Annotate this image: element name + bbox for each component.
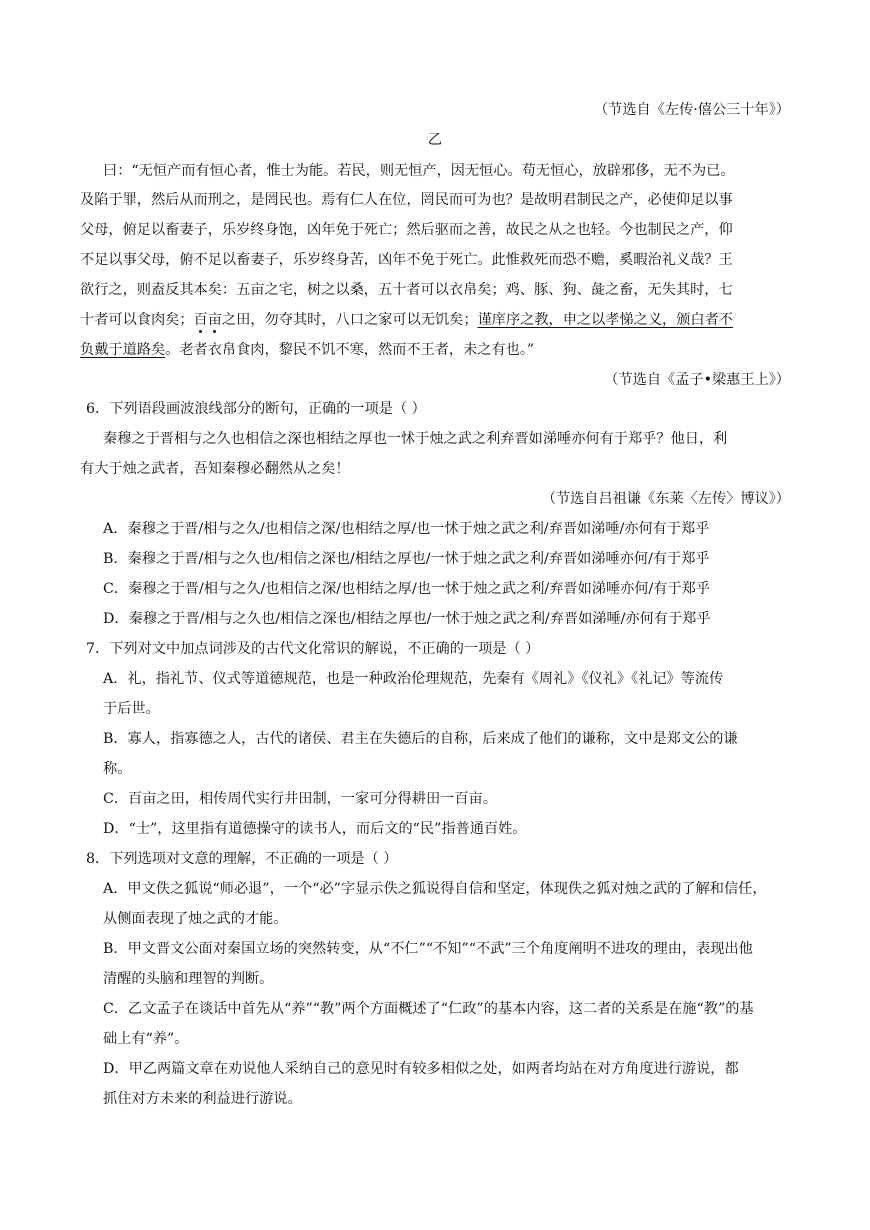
q6-source: （节选自吕祖谦《东莱〈左传〉博议》） xyxy=(541,491,790,507)
q7-option-a-cont: 于后世。 xyxy=(103,701,160,717)
q6-option-b[interactable]: B．秦穆之于晋/相与之久也/相信之深也/相结之厚也/一怵于烛之武之利/弃晋如涕唾亦何/有于郑乎 xyxy=(103,551,710,567)
passage-yi-line xyxy=(80,340,790,360)
passage-yi-segment: 十者可以食肉矣； xyxy=(80,312,194,328)
passage-yi-title: 乙 xyxy=(427,132,443,148)
q8-option-a[interactable]: A．甲文佚之狐说“师必退”，一个“必”字显示佚之狐说得自信和坚定，体现佚之狐对烛之武的了解和信任， xyxy=(103,881,767,897)
q8-stem: 8．下列选项对文意的理解，不正确的一项是（ ） xyxy=(86,851,398,867)
q6-option-d[interactable]: D．秦穆之于晋/相与之久也/相信之深也/相结之厚也/一怵于烛之武之利/弃晋如涕唾/亦何有于郑乎 xyxy=(103,611,711,627)
passage-jia-source: （节选自《左传·僖公三十年》） xyxy=(593,102,790,118)
passage-yi-line: 不足以事父母，俯不足以畜妻子，乐岁终身苦，凶年不免于死亡。此惟救死而恐不赡，奚暇治礼义哉？王 xyxy=(80,252,733,268)
q6-passage-line: 秦穆之于晋相与之久也相信之深也相结之厚也一怵于烛之武之利弃晋如涕唾亦何有于郑乎？他日，利 xyxy=(103,431,728,447)
q8-option-c-cont: 础上有“养”。 xyxy=(103,1031,189,1047)
q6-option-c[interactable]: C．秦穆之于晋/相与之久/也相信之深/也相结之厚/也一怵于烛之武之利/弃晋如涕唾亦何/有于郑乎 xyxy=(103,581,711,597)
q6-option-a[interactable]: A．秦穆之于晋/相与之久/也相信之深/也相结之厚/也一怵于烛之武之利/弃晋如涕唾/亦何有于郑乎 xyxy=(103,521,710,537)
dotted-term-baimu: 百亩之田，勿夺其时，八口之家可以无饥矣； xyxy=(193,312,478,328)
underlined-sentence: 谨庠序之教，申之以孝悌之义，颁白者不 xyxy=(477,312,733,328)
passage-yi-line xyxy=(80,310,790,330)
q8-option-d[interactable]: D．甲乙两篇文章在劝说他人采纳自己的意见时有较多相似之处，如两者均站在对方角度进行游说，都 xyxy=(103,1061,739,1077)
q8-option-a-cont: 从侧面表现了烛之武的才能。 xyxy=(103,911,288,927)
q8-option-b[interactable]: B．甲文晋文公面对秦国立场的突然转变，从“不仁”“不知”“不武”三个角度阐明不进攻的理由，表现出他 xyxy=(103,941,753,957)
passage-yi-segment: 。老者衣帛食肉，黎民不饥不寒，然而不王者，未之有也。” xyxy=(165,342,535,358)
q7-option-d[interactable]: D．“士”，这里指有道德操守的读书人，而后文的“民”指普通百姓。 xyxy=(103,821,527,837)
underlined-sentence-end: 负戴于道路矣 xyxy=(80,342,166,358)
q8-option-d-cont: 抓住对方未来的利益进行游说。 xyxy=(103,1091,302,1107)
q7-option-c[interactable]: C．百亩之田，相传周代实行井田制，一家可分得耕田一百亩。 xyxy=(103,791,497,807)
q7-option-b-cont: 称。 xyxy=(103,761,132,777)
q7-option-a[interactable]: A．礼，指礼节、仪式等道德规范，也是一种政治伦理规范，先秦有《周礼》《仪礼》《礼记》等流传 xyxy=(103,671,724,687)
passage-yi-line: 欲行之，则盍反其本矣：五亩之宅，树之以桑，五十者可以衣帛矣；鸡、豚、狗、彘之畜，无失其时，七 xyxy=(80,282,733,298)
q7-option-b[interactable]: B．寡人，指寡德之人，古代的诸侯、君主在失德后的自称，后来成了他们的谦称，文中是郑文公的谦 xyxy=(103,731,738,747)
q7-stem: 7．下列对文中加点词涉及的古代文化常识的解说，不正确的一项是（ ） xyxy=(86,641,540,657)
passage-yi-line: 及陷于罪，然后从而刑之，是罔民也。焉有仁人在位，罔民而可为也？是故明君制民之产，必使仰足以事 xyxy=(80,192,733,208)
passage-yi-source: （节选自《孟子•梁惠王上》） xyxy=(604,372,790,388)
q6-passage-line: 有大于烛之武者，吾知秦穆必翻然从之矣！ xyxy=(80,461,350,477)
passage-yi-line: 父母，俯足以畜妻子，乐岁终身饱，凶年免于死亡；然后驱而之善，故民之从之也轻。今也制民之产，仰 xyxy=(80,222,733,238)
q8-option-c[interactable]: C．乙文孟子在谈话中首先从“养”“教”两个方面概述了“仁政”的基本内容，这二者的关系是在施“教”的基 xyxy=(103,1001,754,1017)
passage-yi-line: 曰：“无恒产而有恒心者，惟士为能。若民，则无恒产，因无恒心。苟无恒心，放辟邪侈，无不为已。 xyxy=(103,163,735,179)
q8-option-b-cont: 清醒的头脑和理智的判断。 xyxy=(103,971,274,987)
q6-stem: 6．下列语段画波浪线部分的断句，正确的一项是（ ） xyxy=(86,401,426,417)
